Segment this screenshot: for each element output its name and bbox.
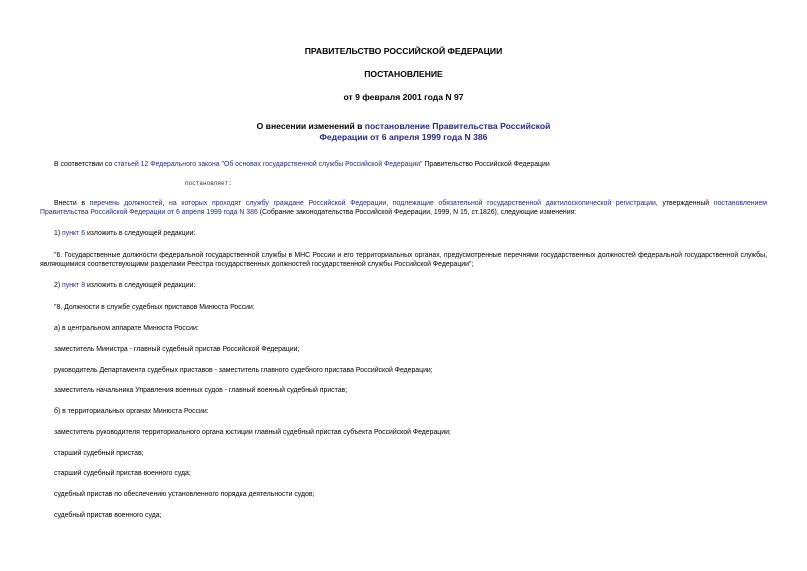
law-article-link[interactable]: статьей 12 Федерального закона "Об основах государственной службы Российской Федерации" bbox=[114, 161, 423, 168]
item-2-text: изложить в следующей редакции: bbox=[85, 282, 196, 289]
list-item: а) в центральном аппарате Минюста России: bbox=[54, 325, 199, 332]
list-item: судебный пристав военного суда; bbox=[54, 512, 162, 519]
item-1-text: изложить в следующей редакции: bbox=[85, 230, 196, 237]
main-text-mid: , утвержденный bbox=[655, 200, 714, 207]
main-text-end: (Собрание законодательства Российской Федерации, 1999, N 15, ст.1826), следующие изменения: bbox=[257, 209, 577, 216]
document-title bbox=[0, 121, 807, 132]
date-number-heading: от 9 февраля 2001 года N 97 bbox=[343, 92, 464, 102]
title-link-line1[interactable]: постановление Правительства Российской bbox=[364, 121, 551, 131]
item-1-number: 1) bbox=[54, 230, 63, 237]
preamble-text-start: В соответствии со bbox=[54, 161, 115, 168]
title-prefix: О внесении изменений в bbox=[256, 121, 365, 131]
item-2-number: 2) bbox=[54, 282, 63, 289]
main-text-start: Внести в bbox=[54, 200, 90, 207]
item-2-link[interactable]: пункт 8 bbox=[62, 282, 86, 289]
decides-label: постановляет: bbox=[185, 180, 232, 187]
list-item: "8. Должности в службе судебных приставов Минюста России: bbox=[54, 304, 255, 311]
title-link-line2[interactable]: Федерации от 6 апреля 1999 года N 386 bbox=[319, 132, 488, 142]
preamble-paragraph bbox=[54, 160, 767, 169]
preamble-text-end: Правительство Российской Федерации bbox=[422, 161, 550, 168]
list-item: руководитель Департамента судебных приставов - заместитель главного судебного пристава Российской Федерации; bbox=[54, 367, 433, 374]
quote-6-paragraph: "6. Государственные должности федеральной государственной службы в МНС России и его территориальных органах, предусмотренные перечнями государственных должностей федеральной государственной службы, являющимися соответствующими разделами Реестра государственных должностей государственной службы Российской Федерации"; bbox=[40, 252, 767, 268]
document-type-heading: ПОСТАНОВЛЕНИЕ bbox=[364, 69, 443, 79]
list-item: б) в территориальных органах Минюста России: bbox=[54, 408, 209, 415]
list-item: заместитель Министра - главный судебный пристав Российской Федерации; bbox=[54, 346, 300, 353]
item-2-paragraph bbox=[54, 281, 767, 290]
resolution-link[interactable]: постановлением Правительства Российской Федерации от 6 апреля 1999 года N 386 bbox=[40, 200, 767, 216]
list-item: старший судебный пристав военного суда; bbox=[54, 470, 191, 477]
document-title-line2 bbox=[0, 132, 807, 143]
item-1-paragraph bbox=[54, 229, 767, 238]
positions-list-link[interactable]: перечень должностей, на которых проходят службу граждане Российской Федерации, подлежащие обязательной государственной дактилоскопической регистрации bbox=[89, 200, 656, 207]
list-item: заместитель начальника Управления военных судов - главный военный судебный пристав; bbox=[54, 387, 348, 394]
government-heading: ПРАВИТЕЛЬСТВО РОССИЙСКОЙ ФЕДЕРАЦИИ bbox=[304, 46, 503, 56]
list-item: заместитель руководителя территориального органа юстиции главный судебный пристав субъекта Российской Федерации; bbox=[54, 429, 451, 436]
list-item: судебный пристав по обеспечению установленного порядка деятельности судов; bbox=[54, 491, 315, 498]
item-1-link[interactable]: пункт 6 bbox=[62, 230, 86, 237]
main-paragraph bbox=[40, 199, 767, 217]
list-item: старший судебный пристав; bbox=[54, 450, 144, 457]
